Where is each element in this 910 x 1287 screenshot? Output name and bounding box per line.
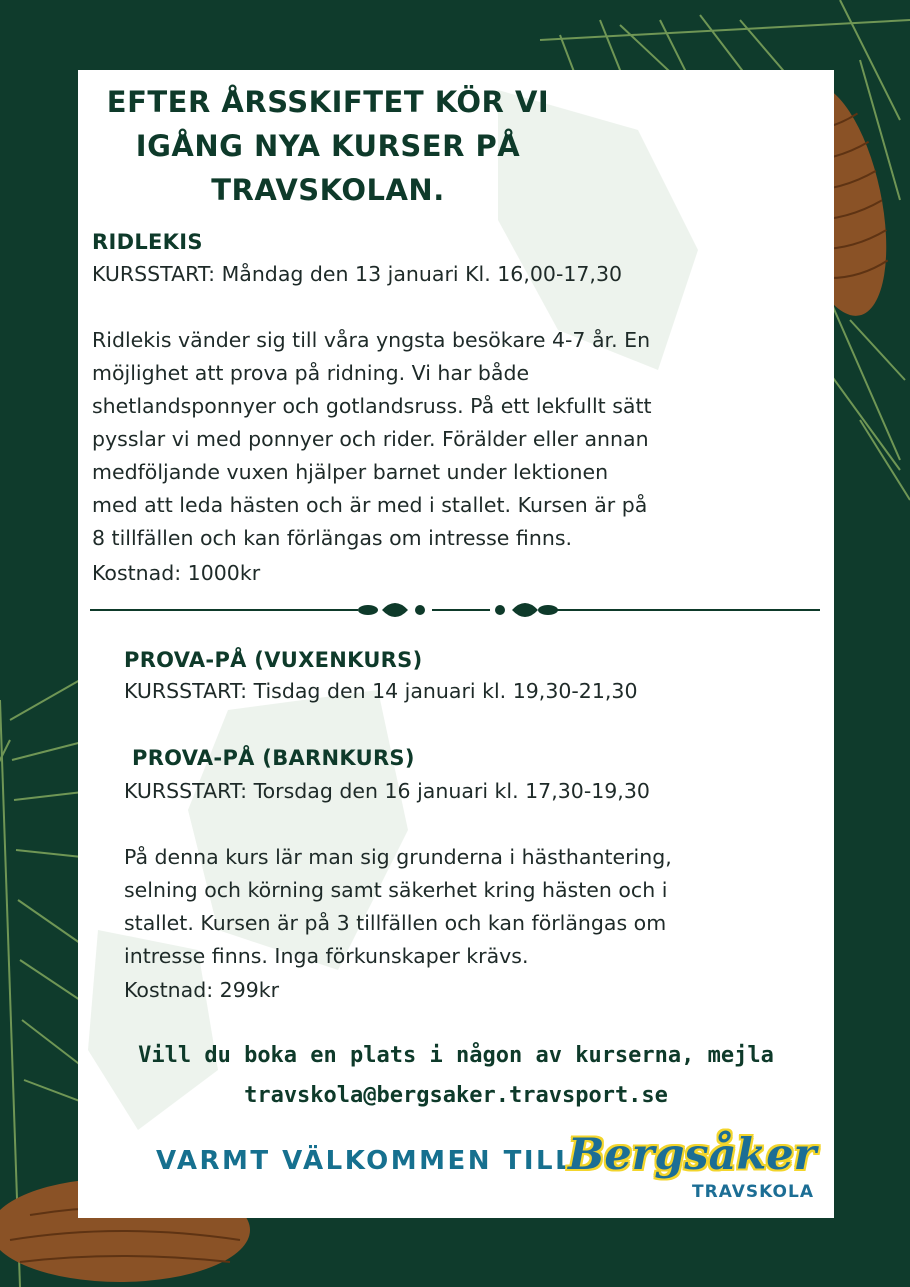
course-cost: Kostnad: 1000kr [92, 561, 261, 585]
course-start: KURSSTART: Torsdag den 16 januari kl. 17,30-19,30 [124, 779, 650, 803]
page-title: EFTER ÅRSSKIFTET KÖR VI IGÅNG NYA KURSER PÅ TRAVSKOLAN. [106, 85, 550, 207]
course-heading: RIDLEKIS [92, 230, 203, 254]
course-description: Ridlekis vänder sig till våra yngsta besökare 4-7 år. En möjlighet att prova på ridning. Vi har både shetlandsponnyer och gotlandsruss. På ett lekfullt sätt pysslar vi med ponnyer och rider. Förälder eller annan medföljande vuxen hjälper barnet under lektionen med att leda hästen och är med i stallet. Kursen är på 8 tillfällen och kan förlängas om intresse finns. [92, 328, 652, 550]
ornamental-divider [90, 596, 820, 624]
course-description: På denna kurs lär man sig grunderna i hästhantering, selning och körning samt säkerhet kring hästen och i stallet. Kursen är på 3 tillfällen och kan förlängas om intresse finns. Inga förkunskaper krävs. [124, 845, 672, 968]
logo-wordmark: Bergsåker [568, 1130, 817, 1180]
booking-email[interactable]: travskola@bergsaker.travsport.se [244, 1083, 668, 1108]
course-heading: PROVA-PÅ (VUXENKURS) [124, 648, 423, 672]
welcome-text: VARMT VÄLKOMMEN TILL [156, 1146, 575, 1176]
bergsaker-logo [568, 1130, 824, 1208]
course-start: KURSSTART: Måndag den 13 januari Kl. 16,00-17,30 [92, 262, 623, 286]
booking-info [78, 1036, 834, 1116]
booking-text: Vill du boka en plats i någon av kurserna, mejla [138, 1043, 774, 1068]
logo-subtitle: TRAVSKOLA [692, 1182, 814, 1202]
info-card [78, 70, 834, 1218]
course-heading: PROVA-PÅ (BARNKURS) [132, 746, 415, 770]
course-cost: Kostnad: 299kr [124, 978, 280, 1002]
course-start: KURSSTART: Tisdag den 14 januari kl. 19,30-21,30 [124, 679, 638, 703]
